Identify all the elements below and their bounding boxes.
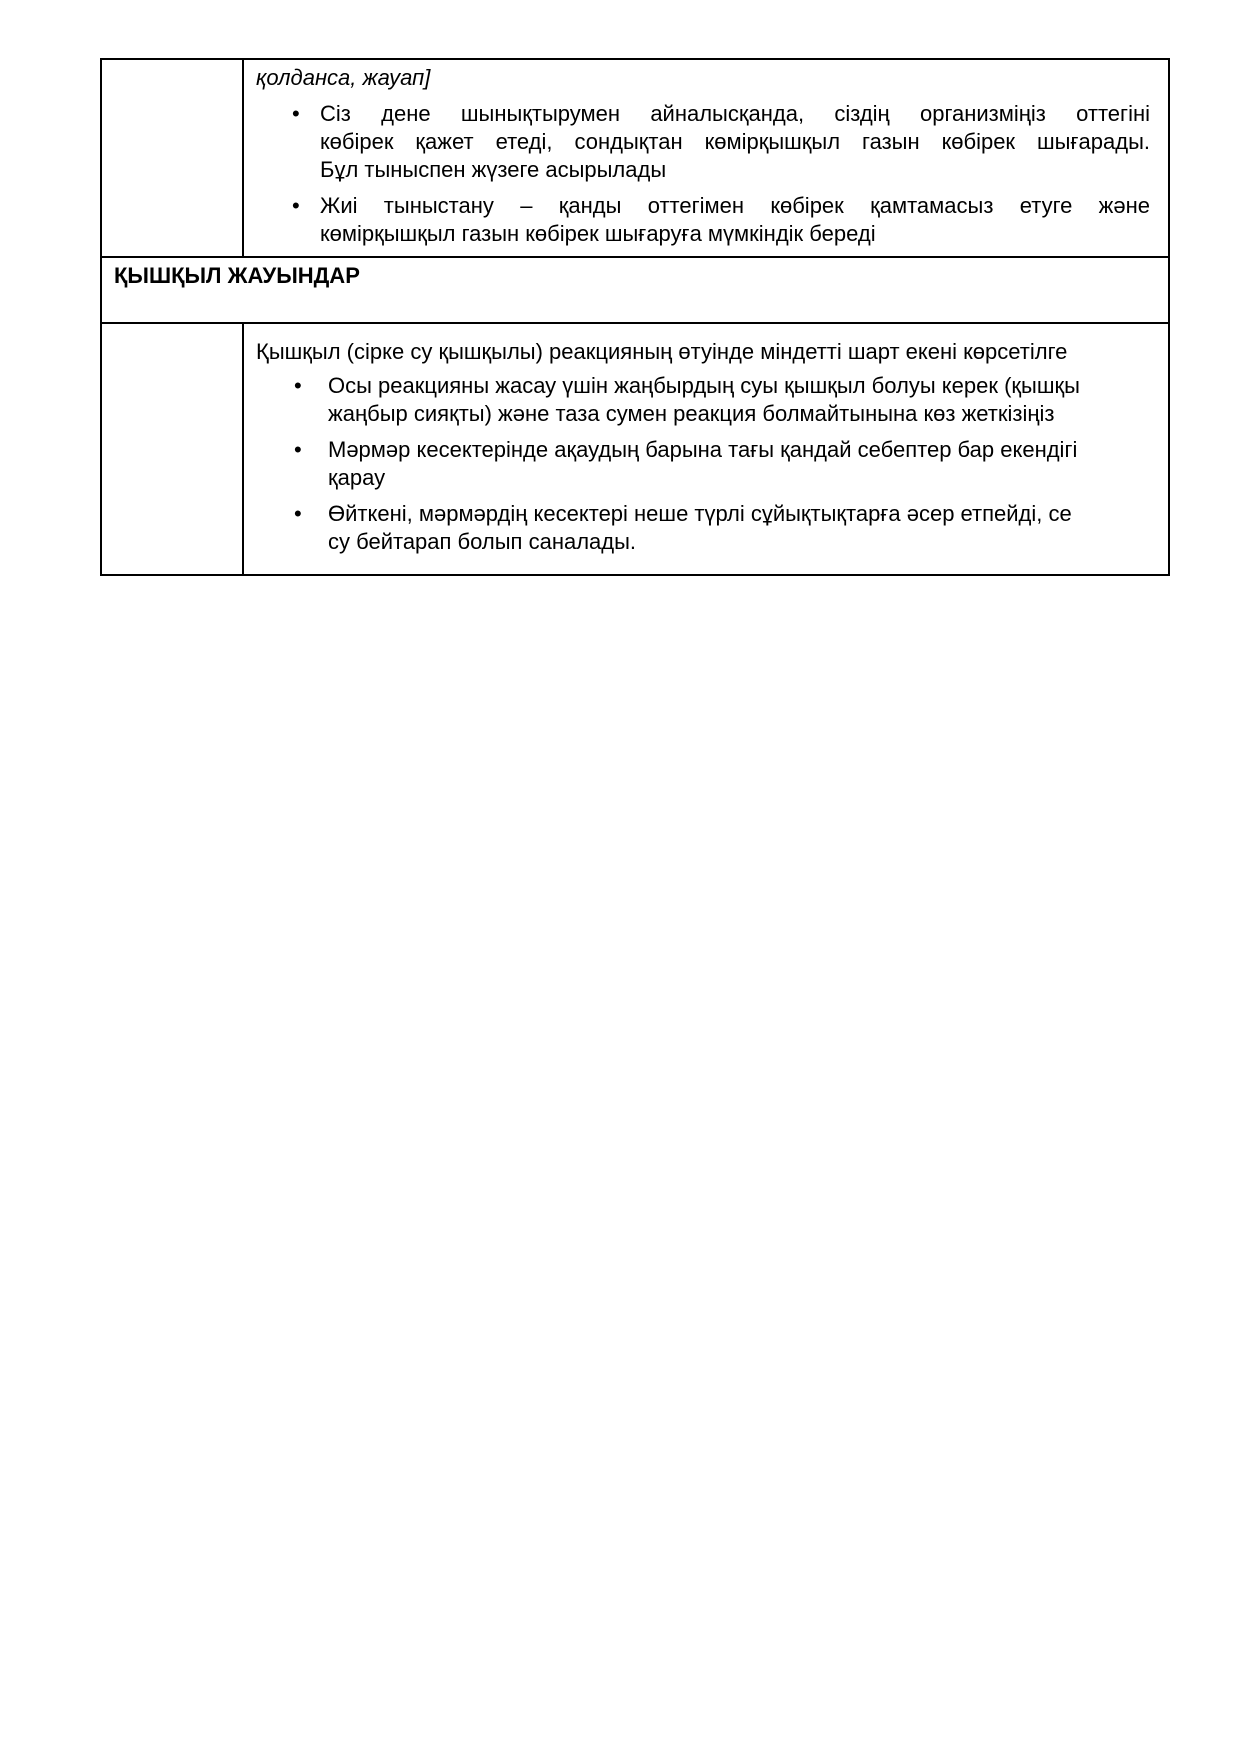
list-line: көмірқышқыл газын көбірек шығаруға мүмкіндік береді (320, 221, 876, 246)
list-line: су бейтарап болып саналады. (328, 529, 637, 554)
list-line: Мәрмәр кесектерінде ақаудың барына тағы қандай себептер бар екендігі (328, 437, 1078, 462)
table-row (101, 257, 1169, 323)
list-item-text (320, 192, 1168, 248)
document-table (100, 58, 1170, 576)
bullet-icon: • (294, 437, 302, 462)
bullet-icon: • (292, 101, 300, 126)
bullet-icon: • (294, 373, 302, 398)
table-cell-content (243, 59, 1169, 257)
section-title: ҚЫШҚЫЛ ЖАУЫНДАР (114, 263, 360, 288)
list-item (244, 436, 1168, 492)
list-line: Жиі тыныстану – қанды оттегімен көбірек қамтамасыз етуге және (320, 193, 1150, 218)
list-line: Сіз дене шынықтырумен айналысқанда, сіздің организміңіз оттегіні (320, 101, 1150, 126)
list-item (244, 192, 1168, 248)
list-line: Бұл тыныспен жүзеге асырылады (320, 157, 667, 182)
bullet-icon: • (292, 193, 300, 218)
list-item-text (320, 100, 1168, 184)
list-line: қарау (328, 465, 386, 490)
list-line: жаңбыр сияқты) және таза сумен реакция болмайтынына көз жеткізіңіз (328, 401, 1055, 426)
table-cell-empty (101, 323, 243, 575)
list-item (244, 100, 1168, 184)
clipped-content (244, 324, 1168, 564)
table-row (101, 59, 1169, 257)
bullet-icon: • (294, 501, 302, 526)
table-row (101, 323, 1169, 575)
table-cell-content (243, 323, 1169, 575)
italic-intro-text: қолданса, жауап] (256, 65, 431, 90)
list-line: Өйткені, мәрмәрдің кесектері неше түрлі сұйықтықтарға әсер етпейді, се (328, 501, 1072, 526)
bullet-list (244, 372, 1168, 556)
list-item (244, 500, 1168, 556)
paragraph-text: Қышқыл (сірке су қышқылы) реакцияның өтуінде міндетті шарт екені көрсетілге (256, 339, 1068, 364)
bullet-list (244, 100, 1168, 248)
list-line: Осы реакцияны жасау үшін жаңбырдың суы қышқыл болуы керек (қышқы (328, 373, 1080, 398)
list-line: көбірек қажет етеді, сондықтан көмірқышқыл газын көбірек шығарады. (320, 129, 1150, 154)
section-header-cell (101, 257, 1169, 323)
table-cell-empty (101, 59, 243, 257)
list-item (244, 372, 1168, 428)
